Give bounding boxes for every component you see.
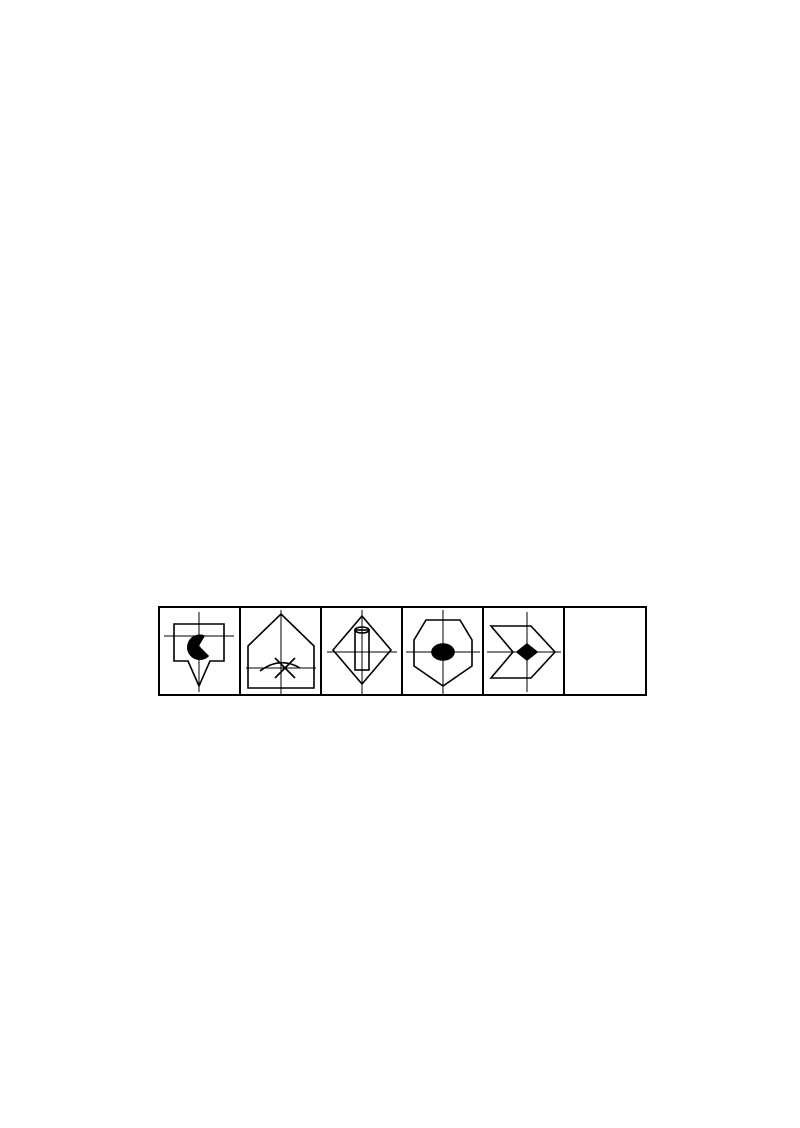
figure-78-panel-5 <box>487 612 561 692</box>
figure-78 <box>158 606 648 698</box>
figure-78-panel-2 <box>246 610 316 694</box>
figure-78-panel-1 <box>164 612 234 692</box>
figure-78-panel-3 <box>327 610 397 694</box>
figure-77 <box>166 220 626 435</box>
figure-78-panel-4 <box>406 610 480 694</box>
